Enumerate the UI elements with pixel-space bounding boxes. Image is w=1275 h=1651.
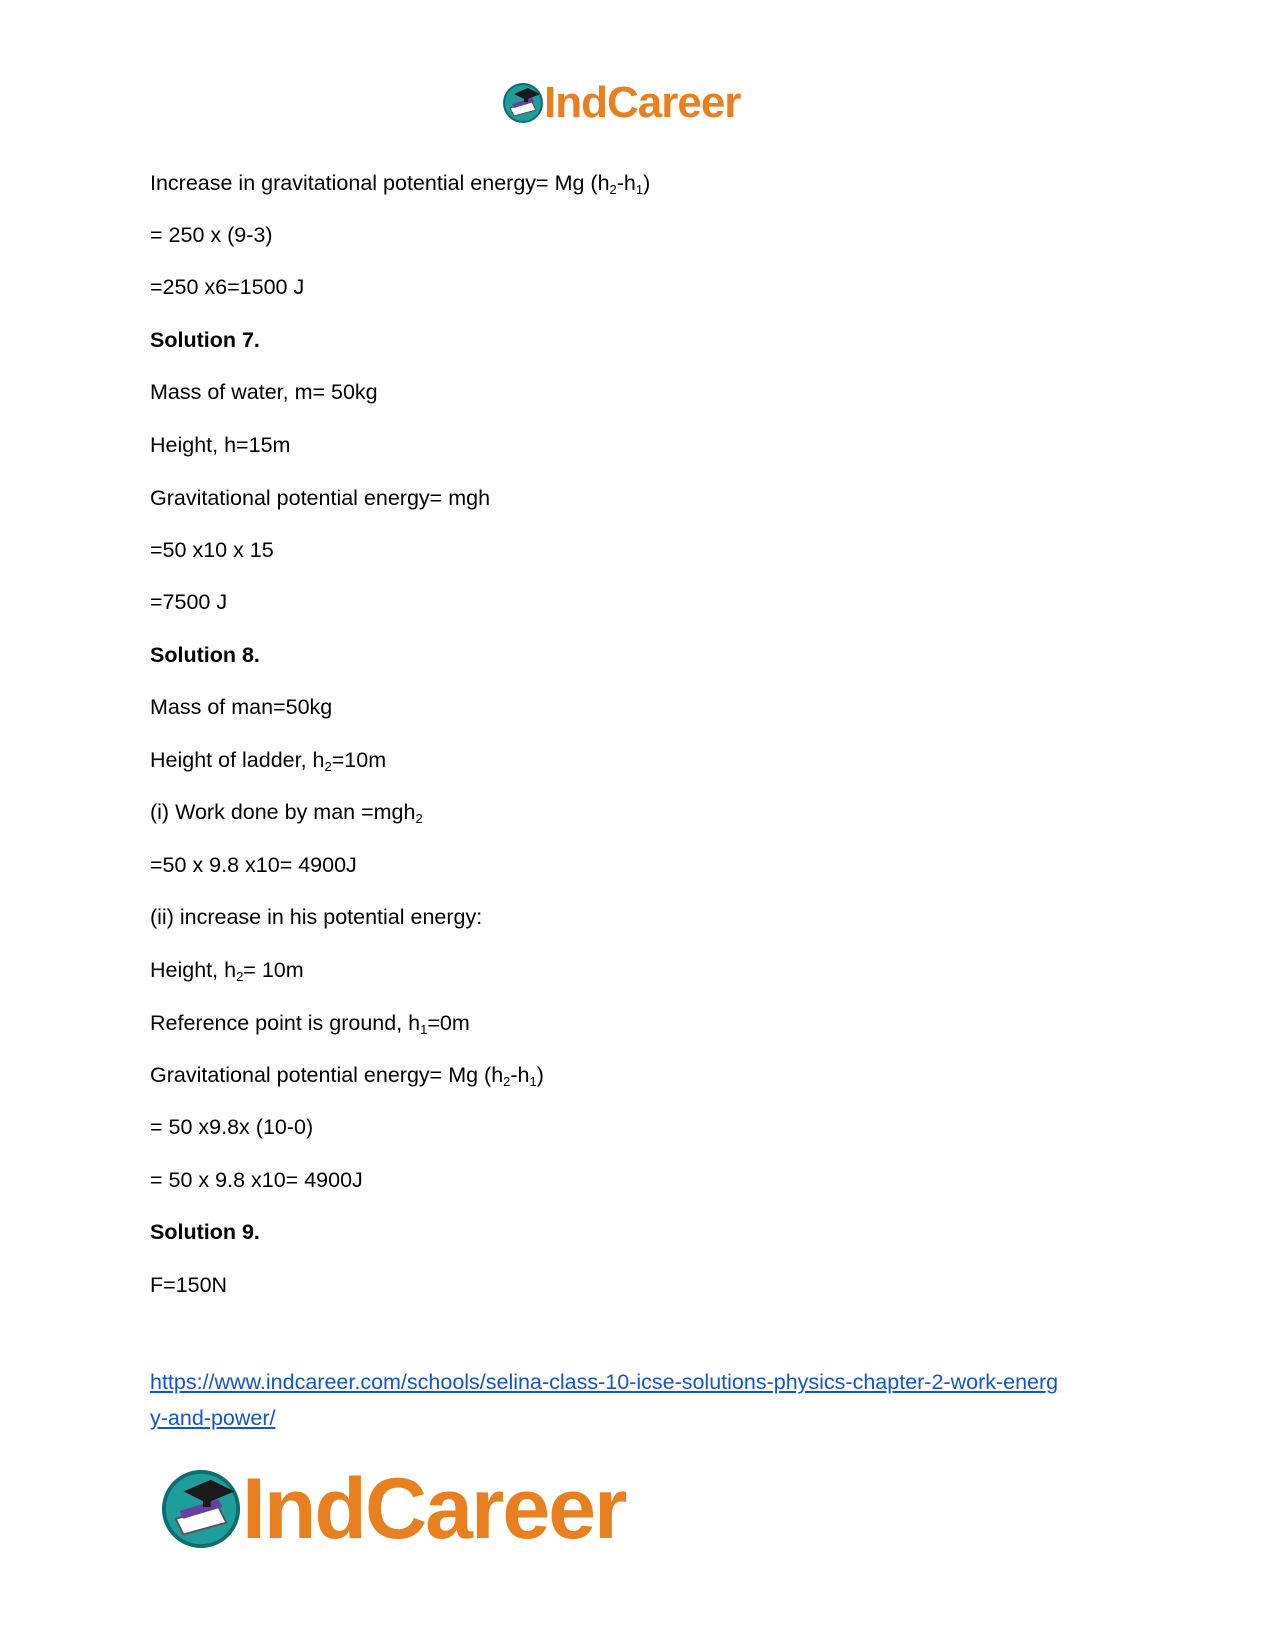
text-line: Gravitational potential energy= mgh xyxy=(150,486,491,510)
globe-book-icon xyxy=(502,82,544,124)
footer-logo xyxy=(160,1461,626,1557)
text-line: Height, h=15m xyxy=(150,433,291,457)
logo-wordmark: IndCareer xyxy=(544,78,741,127)
text-line: (ii) increase in his potential energy: xyxy=(150,905,483,929)
text-line: Reference point is ground, $h_1=0m$ xyxy=(150,1011,470,1037)
logo-wordmark: IndCareer xyxy=(242,1461,626,1557)
text-line: F=150N xyxy=(150,1273,228,1297)
text-line: Height, $h_2= 10m$ xyxy=(150,958,304,984)
text-line: Gravitational potential energy= Mg $(h_2-h_1)$ xyxy=(150,1063,544,1089)
source-link-line-1: https://www.indcareer.com/schools/selina-class-10-icse-solutions-physics-chapter-2-work-energ xyxy=(150,1370,1059,1394)
text-line: Mass of man=50kg xyxy=(150,695,333,719)
text-line: = 50 x9.8x (10-0) xyxy=(150,1115,314,1139)
text-line: =50 x 9.8 x10= 4900J xyxy=(150,853,357,877)
text-line: Increase in gravitational potential energy= Mg $(h_2-h_1)$ xyxy=(150,171,651,197)
text-line: = 50 x 9.8 x10= 4900J xyxy=(150,1168,363,1192)
text-line: =7500 J xyxy=(150,590,228,614)
solution-heading: Solution 7. xyxy=(150,328,260,352)
text-line: =50 x10 x 15 xyxy=(150,538,274,562)
text-line: = 250 x (9-3) xyxy=(150,223,273,247)
solution-heading: Solution 8. xyxy=(150,643,260,667)
text-line: =250 x6=1500 J xyxy=(150,275,305,299)
solution-heading: Solution 9. xyxy=(150,1220,260,1244)
source-link[interactable] xyxy=(150,1364,1150,1436)
globe-book-icon xyxy=(160,1468,242,1550)
text-line: Mass of water, m= 50kg xyxy=(150,380,378,404)
source-link-line-2: y-and-power/ xyxy=(150,1406,276,1430)
header-logo xyxy=(502,78,740,128)
text-line: Height of ladder, $h_2=10m$ xyxy=(150,748,387,774)
text-line: (i) Work done by man =mgh$_2$ xyxy=(150,800,423,826)
